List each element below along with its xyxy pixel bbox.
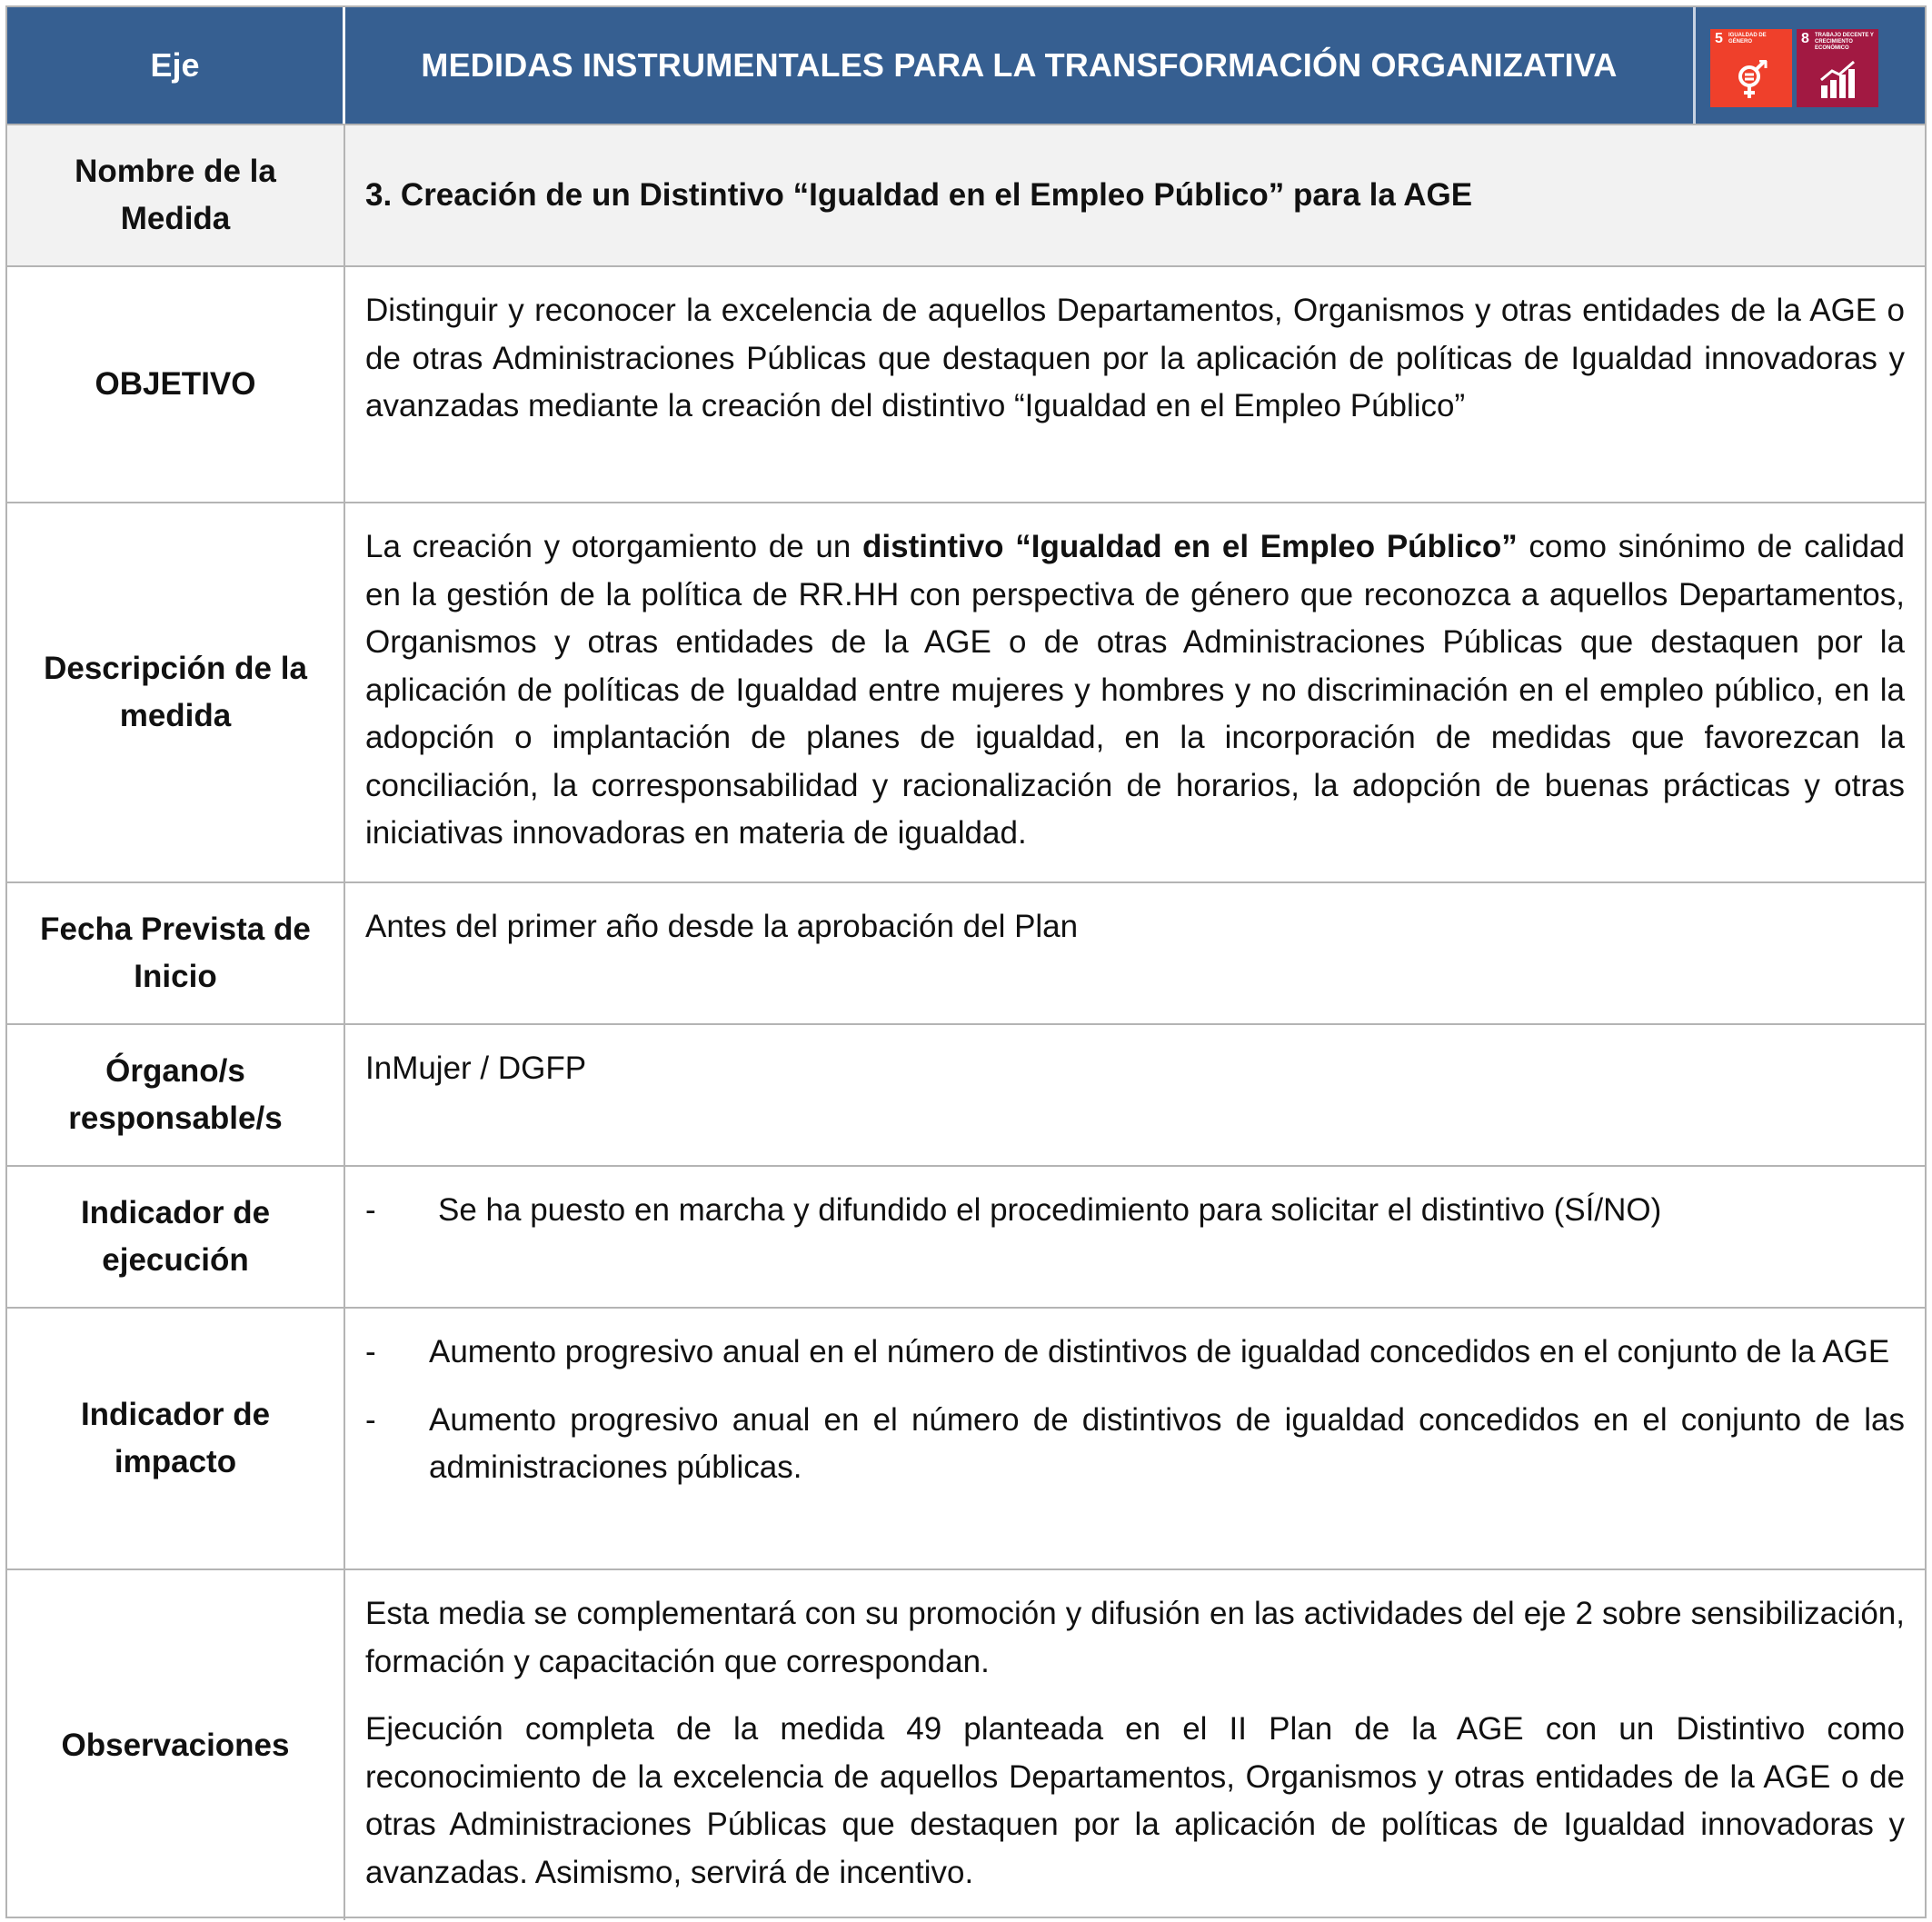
row-nombre bbox=[7, 125, 1925, 267]
gender-equality-icon: 5 IGUALDAD DE GÉNERO bbox=[1710, 29, 1792, 107]
value-ejecucion bbox=[345, 1167, 1925, 1307]
label-observaciones: Observaciones bbox=[7, 1570, 345, 1920]
value-observaciones: Esta media se complementará con su promoción y difusión en las actividades del eje 2 sobre sensibilización, formación y capacitación que correspondan. Ejecución completa de la medida 49 planteada en el II Plan de la AGE con un Distintivo como reconocimiento de la excelencia de aquellos Departamentos, Organismos y otras entidades de la AGE o de otras Administraciones Públicas que destaquen por la aplicación de políticas de Igualdad innovadoras y avanzadas. Asimismo, servirá de incentivo. bbox=[365, 1596, 1905, 1890]
label-objetivo: OBJETIVO bbox=[7, 267, 345, 502]
value-descripcion: La creación y otorgamiento de un distintivo “Igualdad en el Empleo Público” como sinónimo de calidad en la gestión de la política de RR.HH con perspectiva de género que reconozca a aquellos Departamentos, Organismos y otras entidades de la AGE o de otras Administraciones Públicas que destaquen por la aplicación de políticas de Igualdad entre mujeres y hombres y no discriminación en el empleo público, en la adopción o implantación de planes de igualdad, en la incorporación de medidas que favorezcan la conciliación, la corresponsabilidad y racionalización de horarios, la adopción de buenas prácticas y otras iniciativas innovadoras en materia de igualdad. bbox=[365, 529, 1905, 851]
table-header bbox=[7, 7, 1925, 125]
value-nombre: 3. Creación de un Distintivo “Igualdad en el Empleo Público” para la AGE bbox=[365, 176, 1473, 213]
growth-chart-icon: 8 TRABAJO DECENTE Y CRECIMIENTO ECONÓMICO bbox=[1797, 29, 1878, 107]
label-fecha: Fecha Prevista de Inicio bbox=[7, 883, 345, 1023]
row-impacto bbox=[7, 1309, 1925, 1570]
row-ejecucion bbox=[7, 1167, 1925, 1309]
row-descripcion bbox=[7, 503, 1925, 883]
axis-label: Eje bbox=[7, 7, 345, 124]
label-descripcion: Descripción de la medida bbox=[7, 503, 345, 881]
list-item: - Aumento progresivo anual en el número de distintivos de igualdad concedidos en el conjunto de las administraciones públicas. bbox=[365, 1401, 1905, 1485]
sdg-icons bbox=[1693, 7, 1925, 124]
label-ejecucion: Indicador de ejecución bbox=[7, 1167, 345, 1307]
label-impacto: Indicador de impacto bbox=[7, 1309, 345, 1568]
value-impacto bbox=[345, 1309, 1925, 1568]
row-fecha bbox=[7, 883, 1925, 1025]
value-organo: InMujer / DGFP bbox=[365, 1051, 587, 1086]
list-item: - Aumento progresivo anual en el número de distintivos de igualdad concedidos en el conjunto de la AGE bbox=[365, 1334, 1890, 1369]
row-objetivo bbox=[7, 267, 1925, 503]
row-organo bbox=[7, 1025, 1925, 1167]
value-fecha: Antes del primer año desde la aprobación del Plan bbox=[365, 909, 1079, 944]
row-observaciones bbox=[7, 1570, 1925, 1920]
value-objetivo: Distinguir y reconocer la excelencia de aquellos Departamentos, Organismos y otras entidades de la AGE o de otras Administraciones Públicas que destaquen por la aplicación de políticas de Igualdad innovadoras y avanzadas mediante la creación del distintivo “Igualdad en el Empleo Público” bbox=[365, 293, 1905, 423]
header-title: MEDIDAS INSTRUMENTALES PARA LA TRANSFORMACIÓN ORGANIZATIVA bbox=[421, 46, 1618, 84]
label-organo: Órgano/s responsable/s bbox=[7, 1025, 345, 1165]
measure-table bbox=[5, 5, 1927, 1918]
list-item: - Se ha puesto en marcha y difundido el procedimiento para solicitar el distintivo (SÍ/NO) bbox=[365, 1192, 1662, 1228]
label-nombre: Nombre de la Medida bbox=[7, 125, 345, 265]
